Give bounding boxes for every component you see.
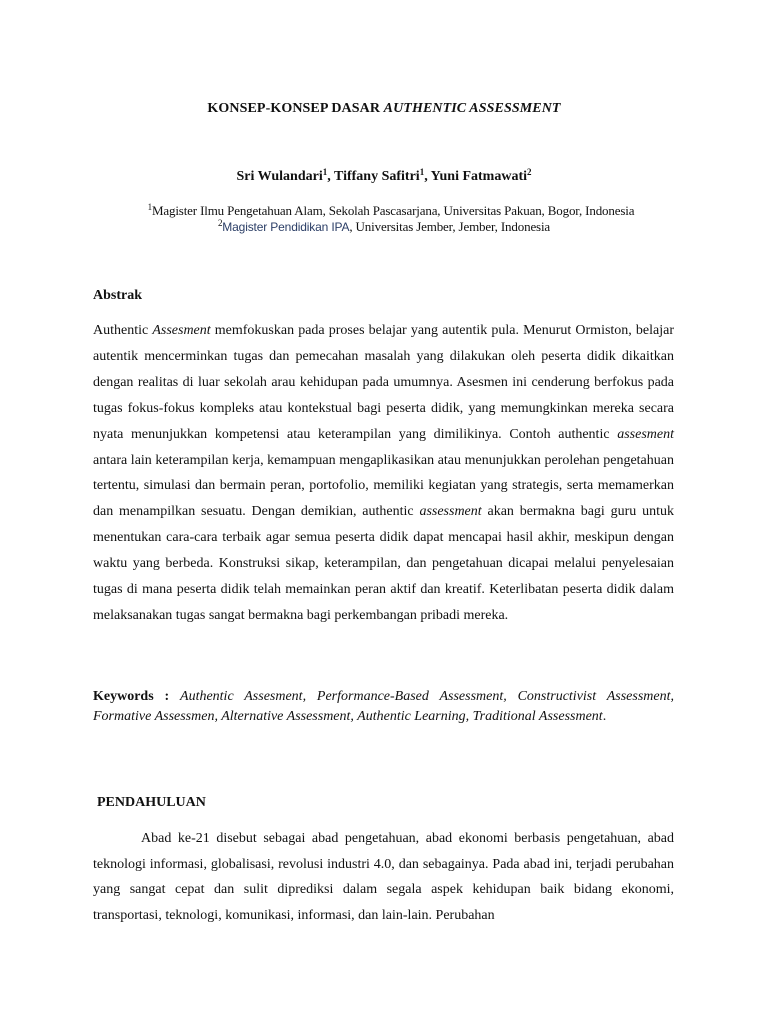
abstract-text: antara lain keterampilan kerja, kemampuan mengaplikasikan atau menunjukkan perolehan pengetahuan tertentu, simulasi dan bermain peran, portofolio, memiliki kegiatan yang strategis, serta memamerkan dan menampilkan sesuatu. Dengan demikian, authentic (93, 452, 674, 520)
author-name: Tiffany Safitri (333, 169, 420, 184)
affiliation-mark: 1 (147, 202, 152, 212)
affiliation-text: Magister Ilmu Pengetahuan Alam, Sekolah Pascasarjana, Universitas Pakuan, Bogor, Indonesia (151, 203, 635, 218)
abstract-italic-term: assessment (419, 504, 482, 520)
author-affiliation-mark: 1 (419, 167, 425, 177)
abstract-text: akan bermakna bagi guru untuk menentukan cara-cara terbaik agar semua peserta didik dapat mencapai hasil akhir, meskipun dengan waktu yang berbeda. Konstruksi sikap, keterampilan, dan pengetahuan dicapai melalui penyelesaian tugas di mana peserta didik telah memainkan peran aktif dan kreatif. Keterlibatan peserta didik dalam melaksanakan tugas sangat bermakna bagi perkembangan pribadi mereka. (93, 504, 674, 623)
keywords-list: Authentic Assesment, Performance-Based Assessment, Constructivist Assessment, Formative Assessmen, Alternative Assessment, Authentic Learning, Traditional Assessment (93, 689, 674, 724)
affiliation-program: Magister Pendidikan IPA (222, 220, 350, 234)
keywords (93, 687, 674, 726)
introduction-body: Abad ke-21 disebut sebagai abad pengetahuan, abad ekonomi berbasis pengetahuan, abad teknologi informasi, globalisasi, revolusi industri 4.0, dan sebagainya. Pada abad ini, terjadi perubahan yang sangat cepat dan sulit diprediksi dalam segala aspek kehidupan baik bidang ekonomi, transportasi, teknologi, komunikasi, informasi, dan lain-lain. Perubahan (93, 831, 674, 923)
author-affiliation-mark: 2 (527, 167, 532, 177)
affiliation-2 (0, 219, 768, 235)
keywords-end: . (602, 708, 607, 724)
author-name: Yuni Fatmawati (430, 169, 527, 184)
abstract-text: memfokuskan pada proses belajar yang autentik pula. Menurut Ormiston, belajar autentik mencerminkan tugas dan pemecahan masalah yang dilakukan oleh peserta didik dikaitkan dengan realitas di luar sekolah arau kehidupan pada umumnya. Asesmen ini cenderung berfokus pada tugas fokus-fokus kompleks atau kontekstual bagi peserta didik, yang memungkinkan mereka secara nyata menunjukkan kompetensi atau keterampilan yang dimilikinya. Contoh authentic (93, 323, 674, 442)
affiliation-mark: 2 (217, 218, 223, 228)
keywords-label: Keywords : (93, 689, 181, 704)
title-prefix: KONSEP-KONSEP DASAR (207, 101, 384, 116)
abstract-italic-term: assesment (617, 426, 674, 442)
section-heading: PENDAHULUAN (97, 795, 206, 810)
paper-title (0, 101, 768, 117)
abstract-italic-term: Assesment (152, 323, 211, 338)
affiliation-text: , Universitas Jember, Jember, Indonesia (349, 219, 551, 234)
author-name: Sri Wulandari (236, 169, 323, 184)
author-separator: , (327, 169, 334, 184)
abstract-body (93, 318, 674, 629)
title-italic: AUTHENTIC ASSESSMENT (383, 101, 561, 116)
author-list (0, 169, 768, 185)
author-separator: , (424, 169, 431, 184)
abstract-text: Authentic (93, 323, 153, 338)
abstract-heading: Abstrak (93, 288, 143, 303)
author-affiliation-mark: 1 (322, 167, 328, 177)
affiliation-1 (0, 203, 768, 219)
